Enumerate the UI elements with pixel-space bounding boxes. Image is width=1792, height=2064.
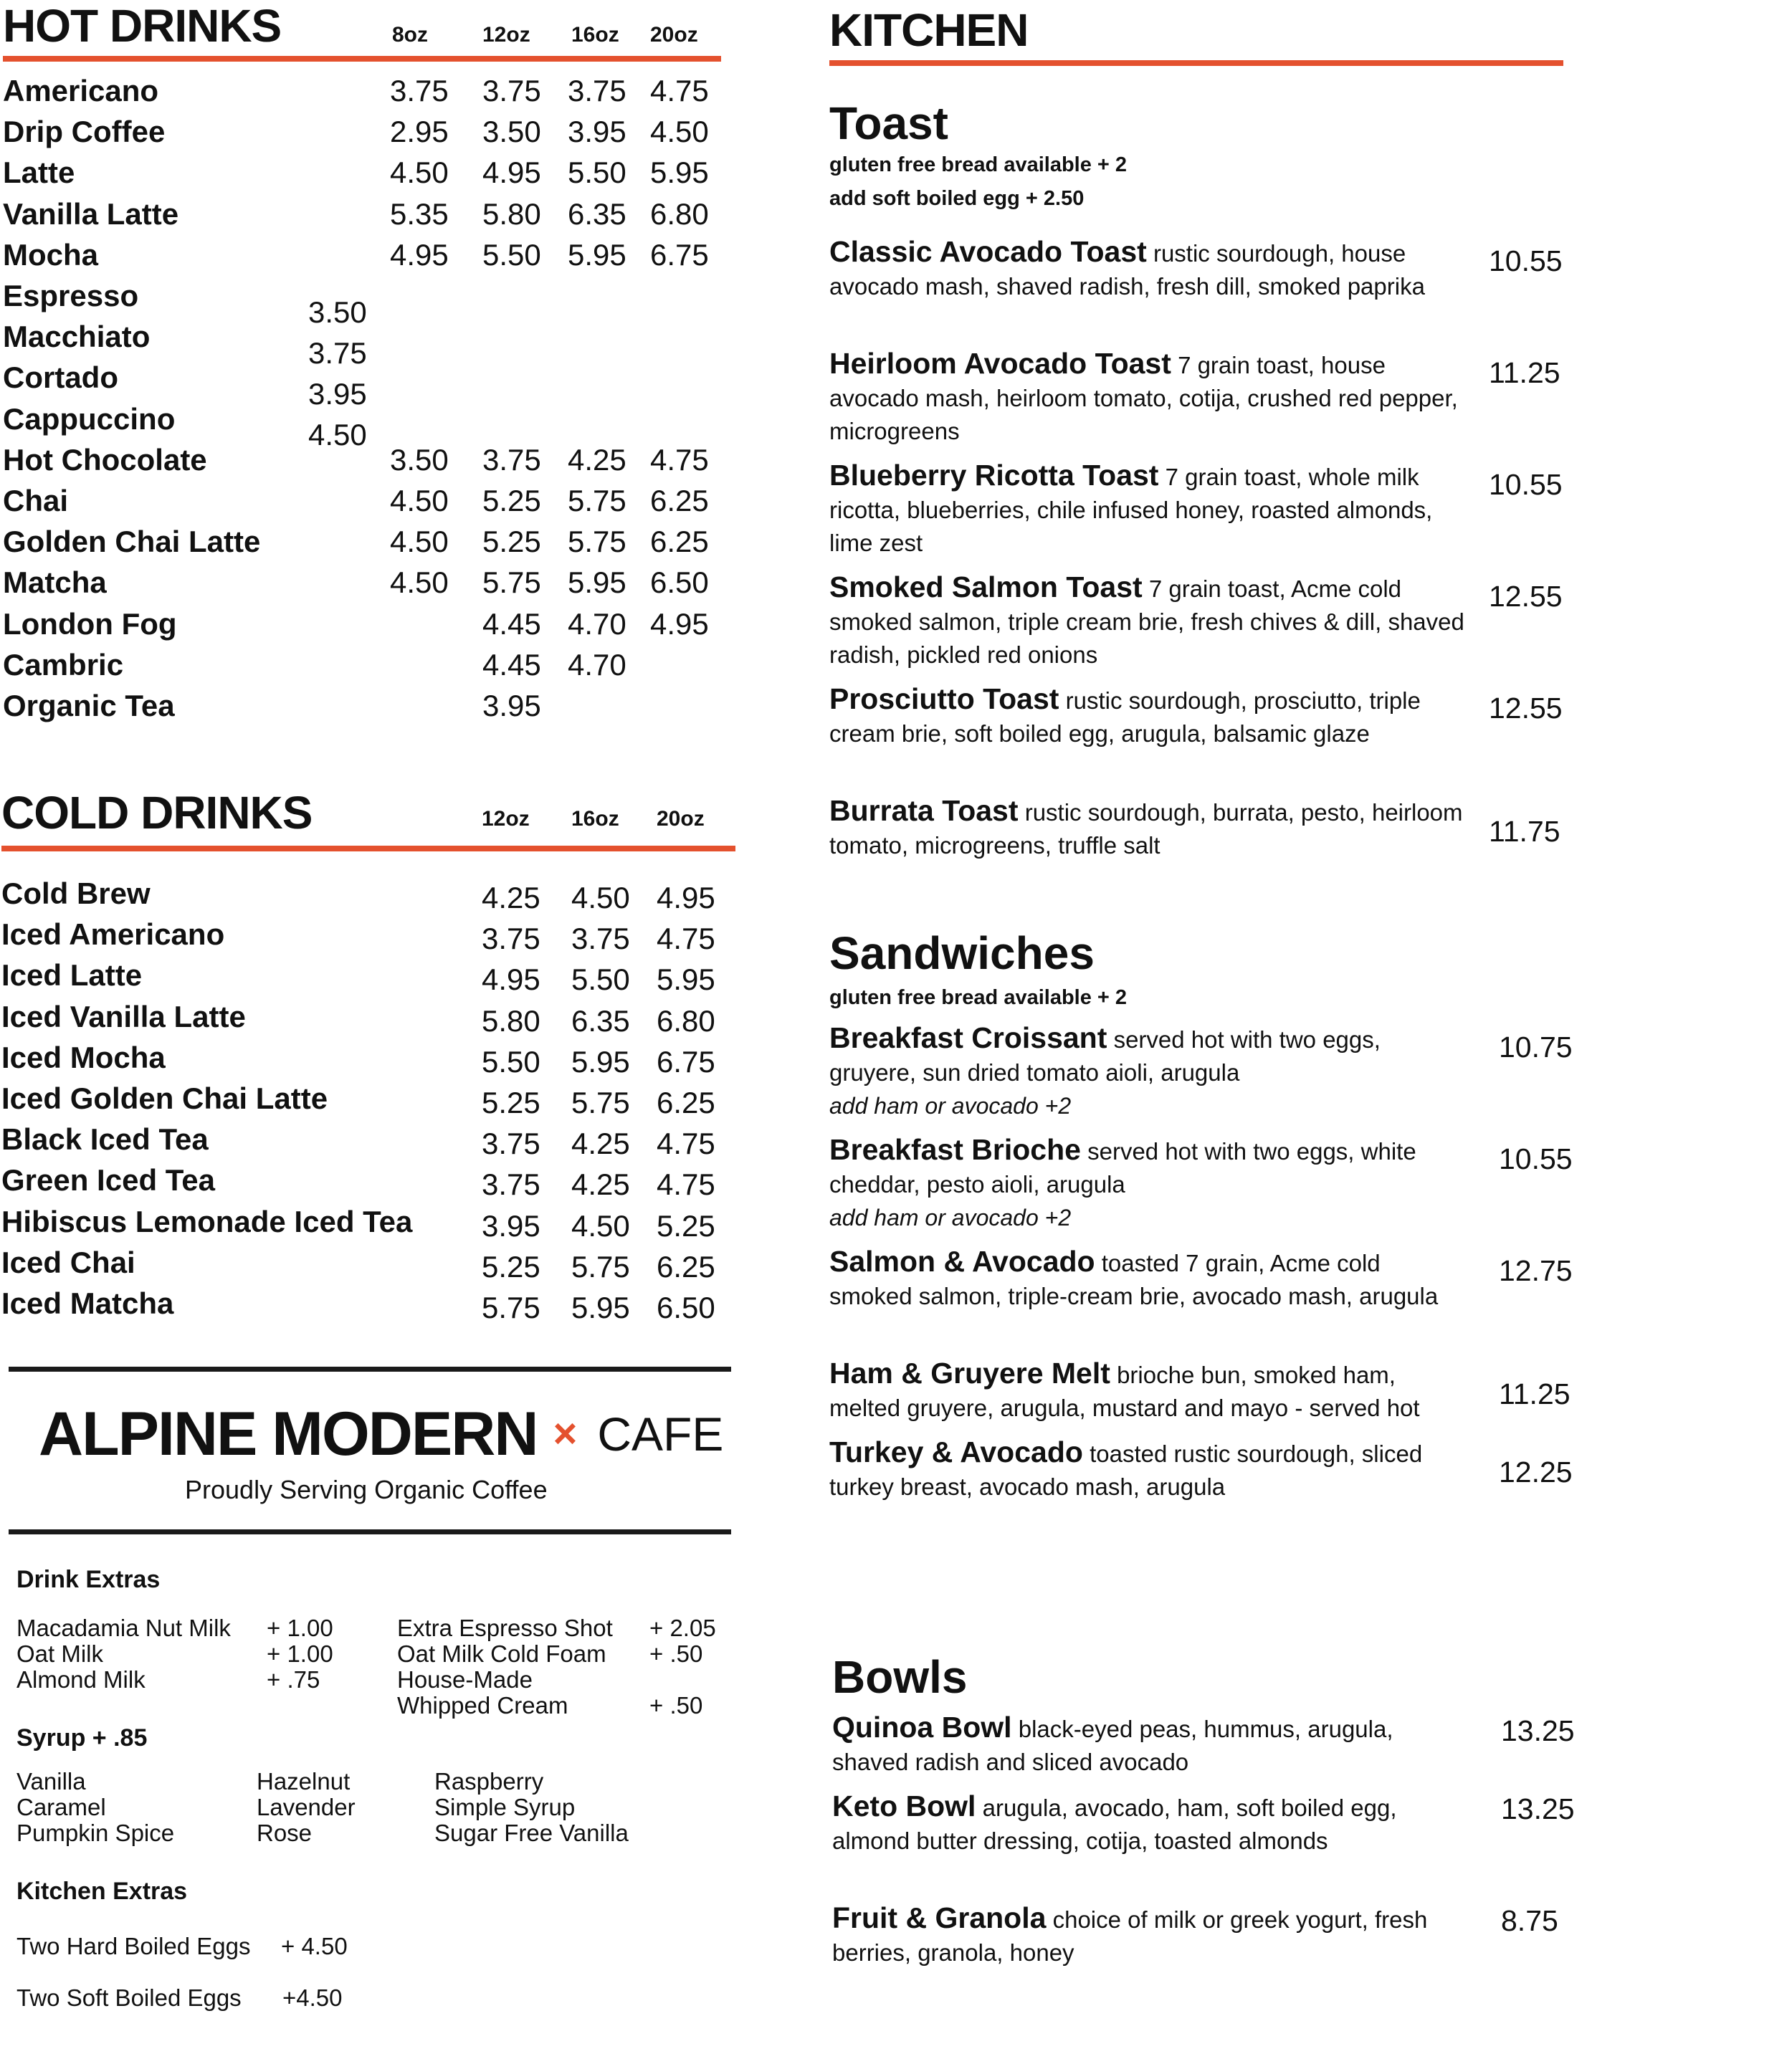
sandwiches-note: gluten free bread available + 2 (829, 986, 1128, 1009)
cold-drink-price-16oz: 5.95 (571, 1291, 630, 1324)
cold-drink-price-16oz: 5.75 (571, 1086, 630, 1119)
menu-item-description: served hot with two eggs, white cheddar, pesto aioli, arugula (829, 1138, 1416, 1198)
cold-drink-price-16oz: 4.25 (571, 1167, 630, 1201)
hot-drink-price-16oz: 5.50 (568, 156, 626, 189)
cold-drink-price-20oz: 6.25 (657, 1086, 715, 1119)
cold-drink-price-16oz: 3.75 (571, 922, 630, 955)
cold-drink-price-12oz: 3.75 (482, 1167, 540, 1201)
menu-item-name: Breakfast Brioche (829, 1133, 1081, 1166)
menu-item-price: 13.25 (1501, 1792, 1575, 1825)
espresso-price: 3.50 (308, 295, 367, 329)
hot-size-16oz: 16oz (571, 23, 619, 47)
cold-drink-price-16oz: 5.75 (571, 1250, 630, 1284)
menu-item-description: black-eyed peas, hummus, arugula, shaved radish and sliced avocado (832, 1716, 1393, 1775)
toast-note-gluten-free: gluten free bread available + 2 (829, 153, 1128, 176)
milk-extras-prices (267, 1615, 333, 1693)
cold-drink-price-12oz: 5.80 (482, 1004, 540, 1038)
cold-drink-price-12oz: 5.25 (482, 1086, 540, 1119)
drink-extras-title: Drink Extras (16, 1566, 161, 1593)
syrup-vanilla: Vanilla (16, 1768, 86, 1795)
menu-item-name: Fruit & Granola (832, 1901, 1047, 1934)
syrup-lavender: Lavender (257, 1794, 356, 1820)
menu-item-price: 12.55 (1489, 692, 1563, 725)
cold-drink-name: Black Iced Tea (1, 1122, 209, 1156)
menu-item-description: rustic sourdough, house avocado mash, shaved radish, fresh dill, smoked paprika (829, 240, 1425, 300)
hot-drink-name: Organic Tea (3, 689, 175, 722)
menu-item-price: 10.75 (1499, 1031, 1573, 1064)
hot-drink-price-20oz: 4.75 (650, 74, 709, 108)
menu-item-note: add ham or avocado +2 (829, 1093, 1072, 1119)
menu-item (829, 1021, 1467, 1122)
menu-item-price: 13.25 (1501, 1714, 1575, 1747)
hot-drink-price-12oz: 3.95 (482, 689, 541, 722)
cold-drink-price-12oz: 3.95 (482, 1209, 540, 1243)
add-extra-espresso: Extra Espresso Shot (397, 1615, 613, 1641)
cortado-price: 3.95 (308, 377, 367, 411)
macchiato-price: 3.75 (308, 336, 367, 370)
hot-size-20oz: 20oz (650, 23, 698, 47)
add-price-housemade (649, 1667, 716, 1693)
brand-logo (39, 1400, 724, 1468)
syrup-title: Syrup + .85 (16, 1724, 148, 1752)
cold-drink-name: Iced Golden Chai Latte (1, 1081, 328, 1115)
syrup-col-2 (257, 1769, 356, 1846)
hot-drink-name: Americano (3, 74, 159, 108)
hot-drink-name: Cappuccino (3, 402, 176, 436)
hot-drink-price-20oz: 5.95 (650, 156, 709, 189)
hot-drink-price-16oz: 4.25 (568, 443, 626, 477)
hot-drink-price-12oz: 5.25 (482, 525, 541, 558)
hot-drinks-title: HOT DRINKS (3, 0, 282, 52)
cold-drink-price-16oz: 4.50 (571, 1209, 630, 1243)
cappuccino-price: 4.50 (308, 418, 367, 452)
syrup-pumpkin: Pumpkin Spice (16, 1820, 175, 1846)
cold-drink-price-12oz: 4.95 (482, 962, 540, 996)
kitchen-extra-soft-eggs: Two Soft Boiled Eggs (16, 1984, 242, 2011)
menu-item (829, 1245, 1467, 1313)
menu-item-price: 8.75 (1501, 1904, 1558, 1937)
cold-drink-name: Iced Americano (1, 917, 225, 951)
hot-size-12oz: 12oz (482, 23, 530, 47)
kitchen-extras-title: Kitchen Extras (16, 1878, 188, 1905)
cold-drink-price-12oz: 3.75 (482, 1127, 540, 1160)
sandwiches-title: Sandwiches (829, 927, 1095, 979)
menu-item-description: toasted rustic sourdough, sliced turkey breast, avocado mash, arugula (829, 1440, 1423, 1500)
add-price-espresso: + 2.05 (649, 1615, 716, 1641)
add-extra-housemade: House-Made (397, 1666, 533, 1693)
menu-item-description: served hot with two eggs, gruyere, sun dried tomato aioli, arugula (829, 1026, 1381, 1086)
toast-title: Toast (829, 97, 948, 149)
kitchen-extra-soft-eggs-price: +4.50 (282, 1984, 343, 2011)
add-price-foam: + .50 (649, 1640, 703, 1667)
menu-item (829, 682, 1467, 750)
hot-drink-price-8oz: 4.50 (390, 525, 449, 558)
hot-drink-price-20oz: 4.75 (650, 443, 709, 477)
cold-drink-price-20oz: 4.75 (657, 1167, 715, 1201)
syrup-sugar-free-vanilla: Sugar Free Vanilla (434, 1820, 629, 1846)
menu-item-price: 11.25 (1499, 1377, 1571, 1410)
hot-drink-price-8oz: 4.50 (390, 156, 449, 189)
cold-drink-price-12oz: 5.50 (482, 1045, 540, 1079)
menu-item-description: arugula, avocado, ham, soft boiled egg, almond butter dressing, cotija, toasted almonds (832, 1795, 1397, 1854)
hot-drink-price-8oz: 5.35 (390, 197, 449, 231)
milk-price-macadamia: + 1.00 (267, 1615, 333, 1641)
hot-drink-name: Espresso (3, 279, 139, 312)
hot-drink-name: London Fog (3, 607, 177, 641)
hot-drink-price-12oz: 5.80 (482, 197, 541, 231)
menu-item (832, 1901, 1470, 1969)
hot-drink-name: Vanilla Latte (3, 197, 179, 231)
cold-drink-price-20oz: 4.75 (657, 1127, 715, 1160)
hot-drink-price-20oz: 6.80 (650, 197, 709, 231)
cold-drink-price-20oz: 4.95 (657, 881, 715, 914)
hot-drink-name: Cortado (3, 360, 118, 394)
hot-drink-name: Cambric (3, 648, 124, 682)
syrup-col-3 (434, 1769, 629, 1846)
hot-drink-price-12oz: 5.50 (482, 238, 541, 272)
hot-drink-name: Latte (3, 156, 75, 189)
menu-item-name: Burrata Toast (829, 794, 1019, 827)
add-extras-prices (649, 1615, 716, 1719)
add-extra-whipped: Whipped Cream (397, 1692, 568, 1719)
menu-item-name: Ham & Gruyere Melt (829, 1357, 1110, 1390)
hot-drink-price-16oz: 5.95 (568, 238, 626, 272)
hot-drink-price-16oz: 6.35 (568, 197, 626, 231)
cold-drink-name: Iced Vanilla Latte (1, 1000, 246, 1033)
menu-item (829, 570, 1467, 672)
menu-item-description: 7 grain toast, whole milk ricotta, blueberries, chile infused honey, roasted almonds, lime zest (829, 464, 1433, 556)
menu-item (829, 347, 1467, 448)
cold-drink-price-16oz: 5.95 (571, 1045, 630, 1079)
add-extra-foam: Oat Milk Cold Foam (397, 1640, 606, 1667)
brand-cafe: CAFE (597, 1408, 724, 1461)
hot-drink-price-20oz: 6.75 (650, 238, 709, 272)
hot-drink-price-20oz: 6.25 (650, 525, 709, 558)
menu-item (829, 1357, 1467, 1425)
cold-drink-name: Iced Chai (1, 1246, 135, 1279)
cold-drink-price-20oz: 5.25 (657, 1209, 715, 1243)
milk-price-almond: + .75 (267, 1666, 320, 1693)
menu-item-name: Quinoa Bowl (832, 1711, 1012, 1744)
menu-item-note: add ham or avocado +2 (829, 1205, 1072, 1231)
hot-drink-price-16oz: 3.95 (568, 115, 626, 148)
hot-drink-name: Chai (3, 484, 69, 517)
hot-drink-price-16oz: 5.75 (568, 525, 626, 558)
hot-drink-price-16oz: 5.95 (568, 565, 626, 599)
hot-drink-price-12oz: 3.50 (482, 115, 541, 148)
milk-extra-almond: Almond Milk (16, 1666, 146, 1693)
cold-size-12oz: 12oz (482, 807, 530, 831)
hot-drink-price-12oz: 4.45 (482, 648, 541, 682)
brand-separator-icon: × (553, 1410, 578, 1457)
menu-item-name: Classic Avocado Toast (829, 235, 1147, 268)
syrup-rose: Rose (257, 1820, 313, 1846)
menu-item-name: Turkey & Avocado (829, 1435, 1083, 1468)
cold-drink-price-20oz: 6.80 (657, 1004, 715, 1038)
add-extras-list (397, 1615, 613, 1719)
syrup-hazelnut: Hazelnut (257, 1768, 351, 1795)
cold-drink-price-20oz: 4.75 (657, 922, 715, 955)
menu-item-price: 10.55 (1489, 244, 1563, 277)
menu-item (829, 794, 1467, 862)
hot-drink-price-20oz: 6.50 (650, 565, 709, 599)
hot-drink-name: Matcha (3, 565, 107, 599)
cold-drink-price-16oz: 6.35 (571, 1004, 630, 1038)
syrup-col-1 (16, 1769, 174, 1846)
menu-item (829, 1133, 1467, 1234)
kitchen-rule (829, 60, 1563, 66)
hot-drink-price-12oz: 3.75 (482, 443, 541, 477)
menu-item-description: rustic sourdough, prosciutto, triple cream brie, soft boiled egg, arugula, balsamic glaze (829, 687, 1421, 747)
milk-price-oat: + 1.00 (267, 1640, 333, 1667)
brand-tagline: Proudly Serving Organic Coffee (185, 1475, 548, 1504)
menu-item-name: Blueberry Ricotta Toast (829, 459, 1159, 492)
menu-item-description: choice of milk or greek yogurt, fresh berries, granola, honey (832, 1906, 1428, 1966)
cold-drink-price-16oz: 5.50 (571, 962, 630, 996)
menu-item-name: Salmon & Avocado (829, 1245, 1095, 1278)
menu-item-description: 7 grain toast, house avocado mash, heirloom tomato, cotija, crushed red pepper, microgreens (829, 352, 1458, 444)
menu-item (832, 1790, 1470, 1858)
menu-item-price: 12.25 (1499, 1456, 1573, 1489)
hot-drink-price-8oz: 4.50 (390, 565, 449, 599)
hot-drink-name: Mocha (3, 238, 99, 272)
cold-size-20oz: 20oz (657, 807, 705, 831)
hot-drink-price-20oz: 4.95 (650, 607, 709, 641)
hot-drink-price-8oz: 3.50 (390, 443, 449, 477)
hot-size-8oz: 8oz (392, 23, 429, 47)
menu-item-price: 12.55 (1489, 580, 1563, 613)
cold-drink-price-20oz: 5.95 (657, 962, 715, 996)
hot-drink-price-8oz: 2.95 (390, 115, 449, 148)
cold-drink-price-16oz: 4.25 (571, 1127, 630, 1160)
hot-drink-name: Golden Chai Latte (3, 525, 261, 558)
cold-drinks-title: COLD DRINKS (1, 787, 313, 838)
hot-drink-price-12oz: 3.75 (482, 74, 541, 108)
hot-drinks-rule (3, 56, 721, 62)
hot-drink-price-16oz: 4.70 (568, 607, 626, 641)
hot-drink-price-16oz: 5.75 (568, 484, 626, 517)
menu-item (829, 459, 1467, 560)
hot-drink-price-16oz: 4.70 (568, 648, 626, 682)
menu-item-price: 11.75 (1489, 815, 1560, 848)
syrup-raspberry: Raspberry (434, 1768, 544, 1795)
brand-name: ALPINE MODERN (39, 1400, 538, 1468)
cold-drink-name: Iced Latte (1, 958, 143, 992)
cold-drink-name: Iced Matcha (1, 1286, 174, 1320)
cold-drink-price-12oz: 5.75 (482, 1291, 540, 1324)
hot-drink-price-8oz: 4.95 (390, 238, 449, 272)
kitchen-extra-hard-eggs-price: + 4.50 (281, 1933, 348, 1959)
menu-item-price: 10.55 (1499, 1142, 1573, 1175)
menu-item (829, 235, 1467, 303)
hot-drink-name: Drip Coffee (3, 115, 166, 148)
syrup-simple: Simple Syrup (434, 1794, 576, 1820)
menu-item-description: brioche bun, smoked ham, melted gruyere, arugula, mustard and mayo - served hot (829, 1362, 1420, 1421)
milk-extra-oat: Oat Milk (16, 1640, 104, 1667)
cold-drink-price-20oz: 6.25 (657, 1250, 715, 1284)
hot-drink-price-20oz: 4.50 (650, 115, 709, 148)
hot-drink-price-16oz: 3.75 (568, 74, 626, 108)
hot-drink-price-8oz: 4.50 (390, 484, 449, 517)
cold-drink-name: Green Iced Tea (1, 1163, 216, 1197)
milk-extras-list (16, 1615, 231, 1693)
hot-drink-name: Macchiato (3, 320, 151, 353)
cold-drink-name: Cold Brew (1, 876, 151, 910)
menu-item-price: 12.75 (1499, 1254, 1573, 1287)
cold-drink-price-12oz: 5.25 (482, 1250, 540, 1284)
kitchen-title: KITCHEN (829, 4, 1029, 56)
cold-drink-price-16oz: 4.50 (571, 881, 630, 914)
menu-item-name: Heirloom Avocado Toast (829, 347, 1171, 380)
cold-drink-price-20oz: 6.75 (657, 1045, 715, 1079)
toast-note-egg: add soft boiled egg + 2.50 (829, 187, 1085, 210)
cold-drink-name: Hibiscus Lemonade Iced Tea (1, 1205, 413, 1238)
hot-drink-price-20oz: 6.25 (650, 484, 709, 517)
menu-item-name: Prosciutto Toast (829, 682, 1059, 715)
menu-item (829, 1435, 1467, 1504)
cold-size-16oz: 16oz (571, 807, 619, 831)
milk-extra-macadamia: Macadamia Nut Milk (16, 1615, 231, 1641)
cold-drink-price-12oz: 3.75 (482, 922, 540, 955)
cold-drink-price-12oz: 4.25 (482, 881, 540, 914)
menu-item-description: 7 grain toast, Acme cold smoked salmon, triple cream brie, fresh chives & dill, shaved radish, pickled red onions (829, 575, 1464, 668)
bowls-title: Bowls (832, 1651, 968, 1703)
cold-drinks-rule (1, 846, 735, 851)
hot-drink-price-12oz: 5.75 (482, 565, 541, 599)
menu-item-name: Keto Bowl (832, 1790, 976, 1822)
cold-drink-name: Iced Mocha (1, 1041, 166, 1074)
hot-drink-price-12oz: 4.45 (482, 607, 541, 641)
menu-item (832, 1711, 1470, 1779)
hot-drink-name: Hot Chocolate (3, 443, 207, 477)
menu-item-price: 10.55 (1489, 468, 1563, 501)
menu-item-price: 11.25 (1489, 356, 1560, 389)
menu-item-name: Smoked Salmon Toast (829, 570, 1143, 603)
menu-item-name: Breakfast Croissant (829, 1021, 1107, 1054)
menu-item-description: toasted 7 grain, Acme cold smoked salmon, triple-cream brie, avocado mash, arugula (829, 1250, 1439, 1309)
syrup-caramel: Caramel (16, 1794, 106, 1820)
hot-drink-price-12oz: 4.95 (482, 156, 541, 189)
kitchen-extra-hard-eggs: Two Hard Boiled Eggs (16, 1933, 251, 1959)
hot-drink-price-12oz: 5.25 (482, 484, 541, 517)
menu-item-description: rustic sourdough, burrata, pesto, heirloom tomato, microgreens, truffle salt (829, 799, 1463, 859)
brand-top-rule (9, 1367, 731, 1372)
cold-drink-price-20oz: 6.50 (657, 1291, 715, 1324)
hot-drink-price-8oz: 3.75 (390, 74, 449, 108)
add-price-whipped: + .50 (649, 1692, 703, 1719)
brand-bottom-rule (9, 1529, 731, 1534)
